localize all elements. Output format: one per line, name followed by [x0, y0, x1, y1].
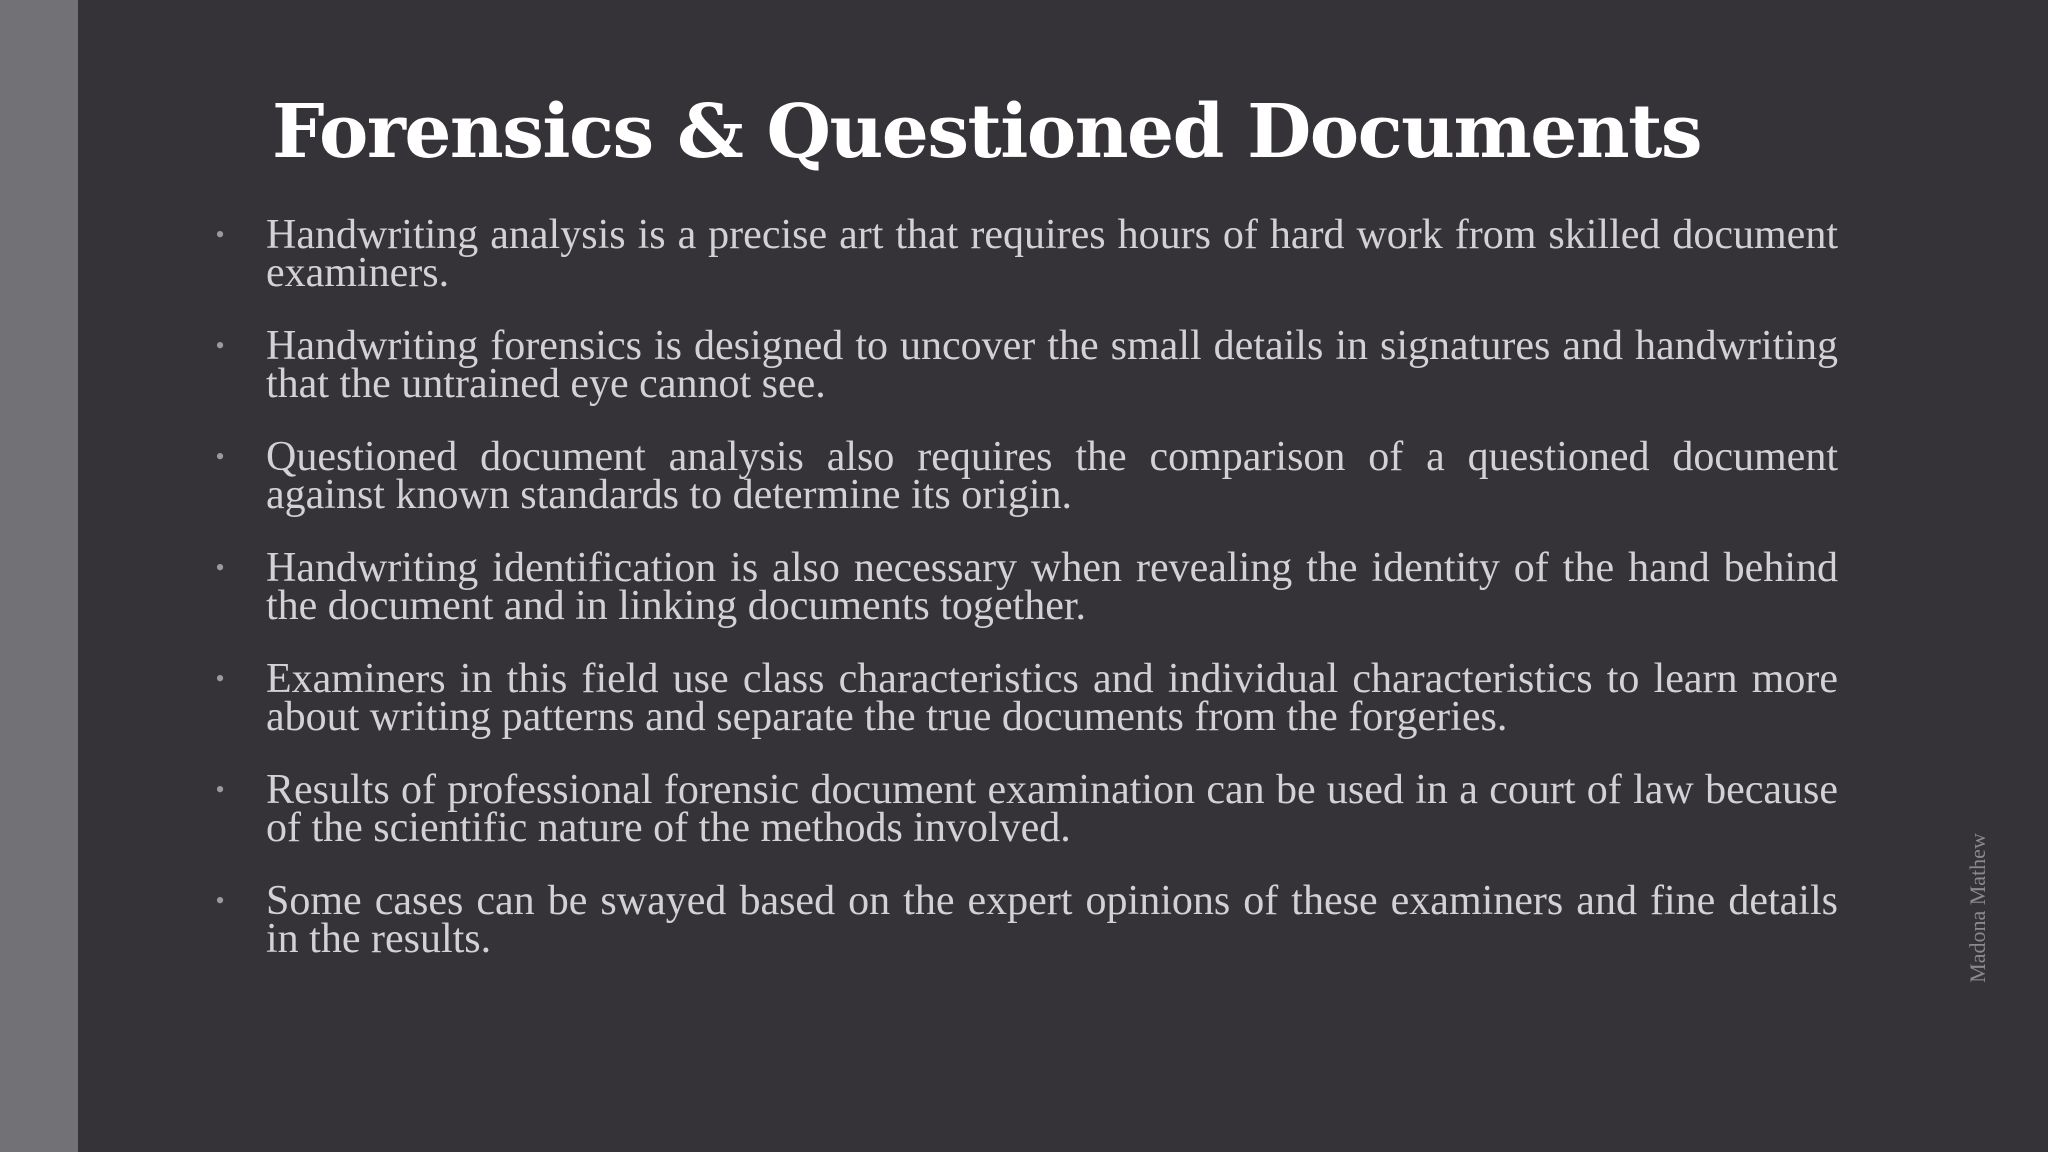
bullet-text: Handwriting identification is also necessary when revealing the identity of the hand behind the document and in linking documents together.	[266, 545, 1838, 629]
bullet-text: Handwriting analysis is a precise art that requires hours of hard work from skilled document examiners.	[266, 212, 1838, 296]
bullet-item	[215, 767, 1838, 851]
bullet-text: Some cases can be swayed based on the expert opinions of these examiners and fine details in the results.	[266, 878, 1838, 962]
slide-title: Forensics & Questioned Documents	[272, 89, 1702, 175]
bullet-dot-icon: •	[215, 886, 225, 915]
bullet-dot-icon: •	[215, 664, 225, 693]
bullet-text: Handwriting forensics is designed to uncover the small details in signatures and handwriting that the untrained eye cannot see.	[266, 323, 1838, 407]
bullet-text: Examiners in this field use class characteristics and individual characteristics to learn more about writing patterns and separate the true documents from the forgeries.	[266, 656, 1838, 740]
left-accent-bar	[0, 0, 78, 1152]
bullet-text: Questioned document analysis also requires the comparison of a questioned document against known standards to determine its origin.	[266, 434, 1838, 518]
bullet-item	[215, 878, 1838, 962]
bullet-dot-icon: •	[215, 442, 225, 471]
bullet-item	[215, 656, 1838, 740]
bullet-dot-icon: •	[215, 775, 225, 804]
bullet-item	[215, 545, 1838, 629]
bullet-item	[215, 212, 1838, 296]
bullet-dot-icon: •	[215, 220, 225, 249]
bullet-list	[215, 212, 1838, 993]
bullet-dot-icon: •	[215, 553, 225, 582]
bullet-item	[215, 323, 1838, 407]
bullet-item	[215, 434, 1838, 518]
author-credit: Madona Mathew	[1965, 833, 1990, 983]
bullet-dot-icon: •	[215, 331, 225, 360]
bullet-text: Results of professional forensic document examination can be used in a court of law because of the scientific nature of the methods involved.	[266, 767, 1838, 851]
